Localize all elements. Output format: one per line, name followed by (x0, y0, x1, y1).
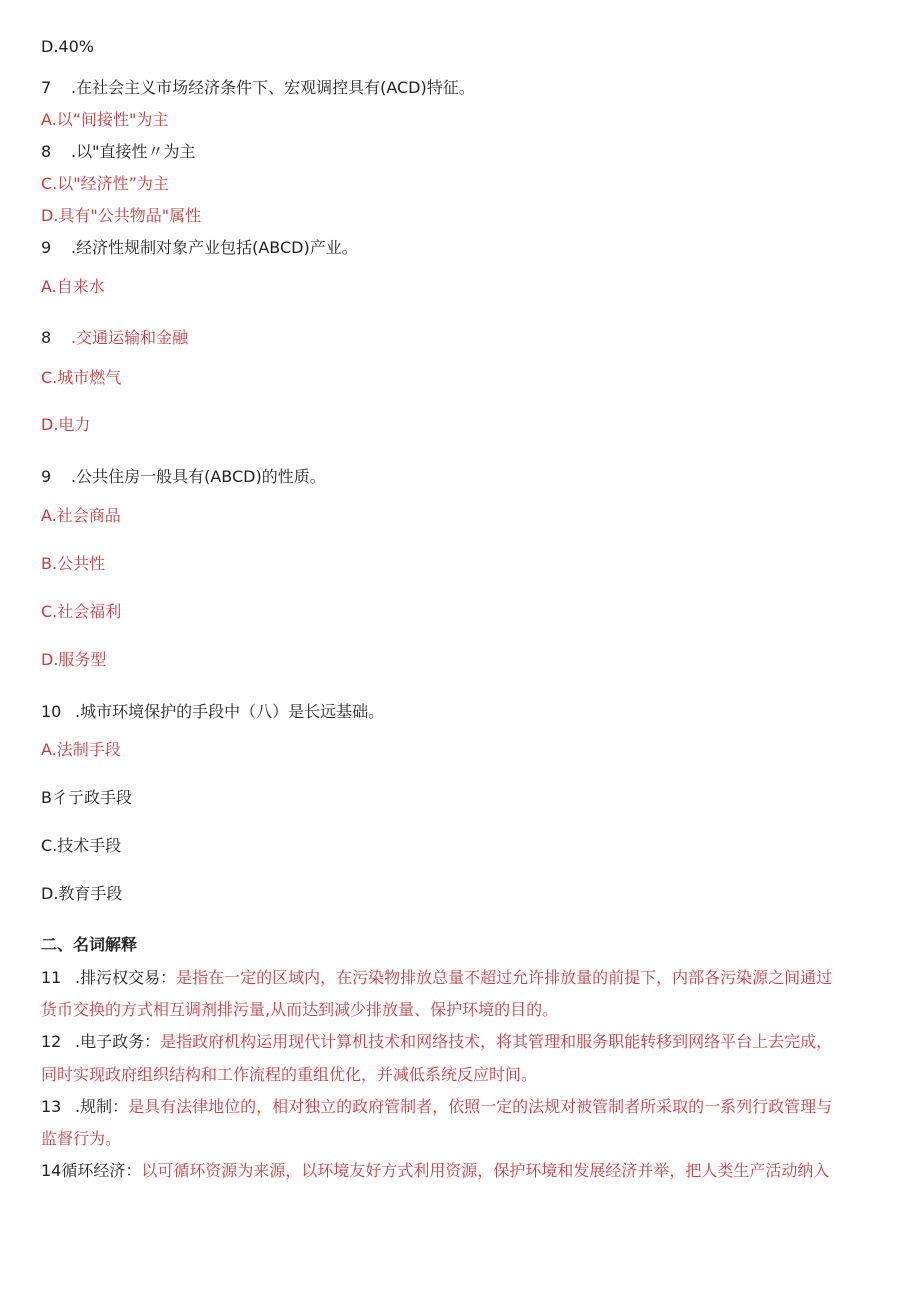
q7-option-b (41, 141, 195, 163)
term-name: .规制： (75, 1097, 129, 1116)
q7-option-c (41, 173, 169, 195)
question-number: 10 (41, 702, 62, 721)
term-14 (41, 1160, 829, 1182)
q9a-option-d (41, 414, 90, 436)
term-number: 13 (41, 1097, 62, 1116)
q7-option-d (41, 205, 201, 227)
option-text: D.电力 (41, 415, 91, 434)
question-text: .经济性规制对象产业包括(ABCD)产业。 (71, 238, 358, 257)
option-text: C.城市燃气 (41, 368, 122, 387)
question-7 (41, 77, 475, 99)
option-text: .以"直接性〃为主 (71, 142, 196, 161)
q10-option-b (41, 787, 132, 809)
term-definition-continued: 同时实现政府组织结构和工作流程的重组优化，并减低系统反应时间。 (41, 1065, 538, 1084)
term-11-continued (41, 999, 558, 1021)
option-number: 8 (41, 142, 52, 161)
option-text: C.技术手段 (41, 836, 122, 855)
term-definition: 是指政府机构运用现代计算机技术和网络技术，将其管理和服务职能转移到网络平台上去完成， (160, 1032, 833, 1051)
question-text: .公共住房一般具有(ABCD)的性质。 (71, 467, 326, 486)
q10-option-c (41, 835, 121, 857)
q10-option-d (41, 883, 122, 905)
option-text: A.社会商品 (41, 506, 121, 525)
term-definition-continued: 货币交换的方式相互调剂排污量,从而达到减少排放量、保护环境的目的。 (41, 1000, 559, 1019)
section-title: 二、名词解释 (41, 935, 138, 954)
term-11 (41, 967, 832, 989)
option-text: A.以“间接性"为主 (41, 110, 169, 129)
question-9a (41, 237, 358, 259)
term-number: 12 (41, 1032, 62, 1051)
q10-option-a (41, 739, 121, 761)
term-definition: 是具有法律地位的，相对独立的政府管制者，依照一定的法规对被管制者所采取的一系列行政管理与 (128, 1097, 833, 1116)
term-name: 14循环经济： (41, 1161, 142, 1180)
term-definition-continued: 监督行为。 (41, 1129, 122, 1148)
term-definition: 以可循环资源为来源，以环境友好方式利用资源，保护环境和发展经济并举，把人类生产活动纳入 (141, 1161, 830, 1180)
q9a-option-c (41, 367, 121, 389)
q7-option-a (41, 109, 168, 131)
term-12-continued (41, 1064, 537, 1086)
q9b-option-a (41, 505, 121, 527)
option-number: 8 (41, 328, 52, 347)
option-text: .交通运输和金融 (71, 328, 189, 347)
question-text: .在社会主义市场经济条件下、宏观调控具有(ACD)特征。 (71, 78, 475, 97)
question-number: 7 (41, 78, 52, 97)
option-text: C.以"经济性”为主 (41, 174, 169, 193)
question-text: .城市环境保护的手段中（八）是长远基础。 (75, 702, 385, 721)
option-d-text: D.40% (41, 37, 94, 56)
term-13 (41, 1096, 832, 1118)
term-definition: 是指在一定的区域内，在污染物排放总量不超过允许排放量的前提下，内部各污染源之间通过 (176, 968, 833, 987)
question-number: 9 (41, 467, 52, 486)
option-text: A.自来水 (41, 277, 105, 296)
term-name: .排污权交易： (75, 968, 177, 987)
option-text: C.社会福利 (41, 602, 122, 621)
option-text: A.法制手段 (41, 740, 121, 759)
term-13-continued (41, 1128, 121, 1150)
q9b-option-b (41, 553, 105, 575)
question-number: 9 (41, 238, 52, 257)
q9a-option-b (41, 327, 188, 349)
question-9b (41, 466, 326, 488)
q9a-option-a (41, 276, 105, 298)
q9b-option-c (41, 601, 121, 623)
q9b-option-d (41, 649, 106, 671)
question-10 (41, 701, 384, 723)
option-text: B.公共性 (41, 554, 106, 573)
option-text: D.教育手段 (41, 884, 123, 903)
option-text: D.具有"公共物品"属性 (41, 206, 202, 225)
term-12 (41, 1031, 832, 1053)
option-d-line (41, 36, 94, 58)
section-heading (41, 934, 137, 956)
term-number: 11 (41, 968, 62, 987)
term-name: .电子政务： (75, 1032, 161, 1051)
option-text: B彳亍政手段 (41, 788, 132, 807)
option-text: D.服务型 (41, 650, 107, 669)
